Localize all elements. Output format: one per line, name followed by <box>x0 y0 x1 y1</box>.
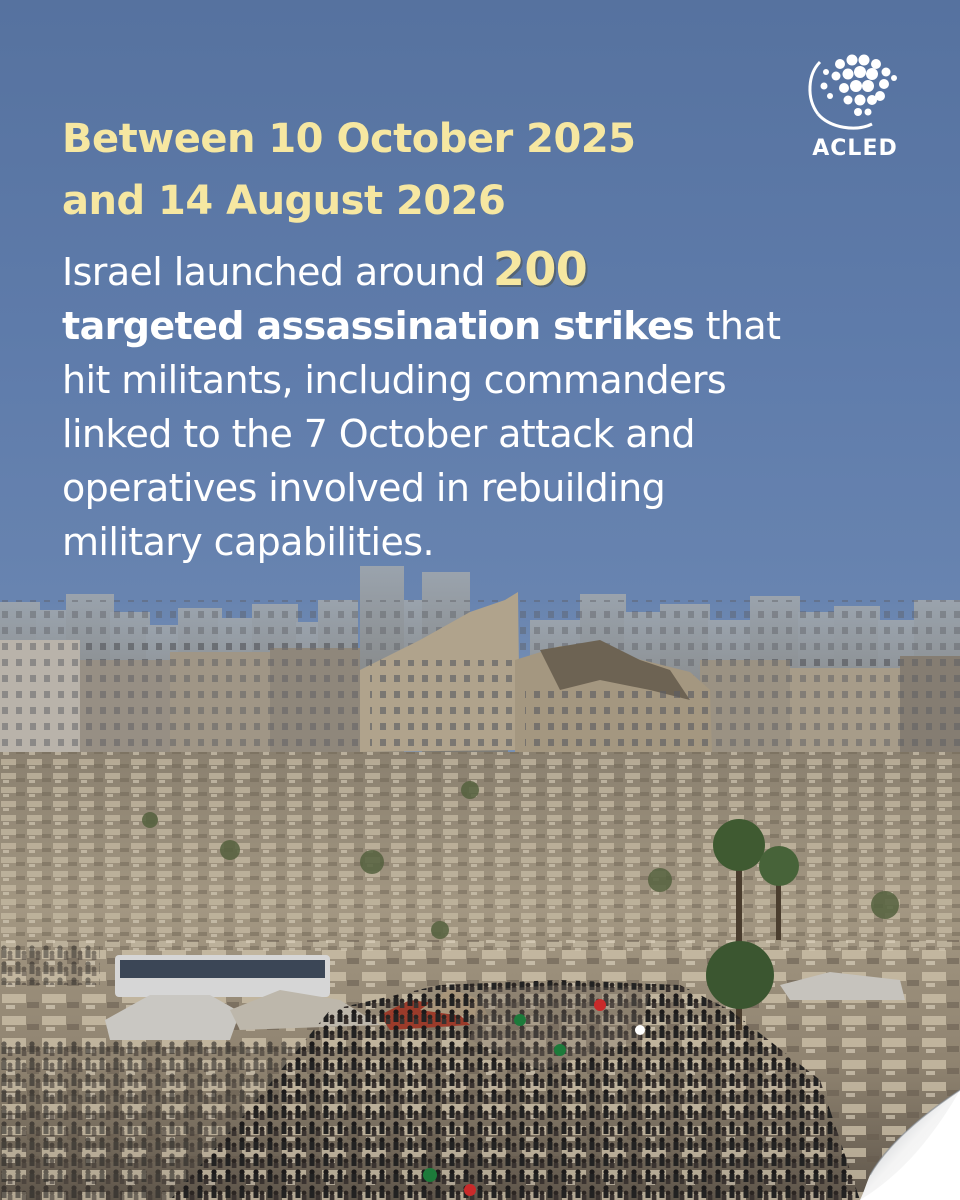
statement-line-5: operatives involved in rebuilding <box>62 466 666 510</box>
headline-line-2: and 14 August 2026 <box>62 178 506 224</box>
date-range-headline <box>62 108 636 232</box>
statement-line-1 <box>62 242 922 299</box>
logo-wordmark: ACLED <box>812 136 898 161</box>
statement-line-3: hit militants, including commanders <box>62 358 727 402</box>
statement-line-2-rest: that <box>694 304 781 348</box>
bus <box>115 955 330 997</box>
statement-text <box>62 242 922 569</box>
highlight-number: 200 <box>492 242 588 296</box>
statement-bold-phrase: targeted assassination strikes <box>62 304 695 348</box>
statement-line-6: military capabilities. <box>62 520 434 564</box>
headline-line-1: Between 10 October 2025 <box>62 116 636 162</box>
statement-line-4: linked to the 7 October attack and <box>62 412 695 456</box>
globe-dots-icon <box>800 50 910 134</box>
statement-line-2 <box>62 299 922 353</box>
page-curl-icon <box>830 1070 960 1200</box>
acled-logo <box>800 50 910 166</box>
statement-prefix: Israel launched around <box>62 250 485 294</box>
